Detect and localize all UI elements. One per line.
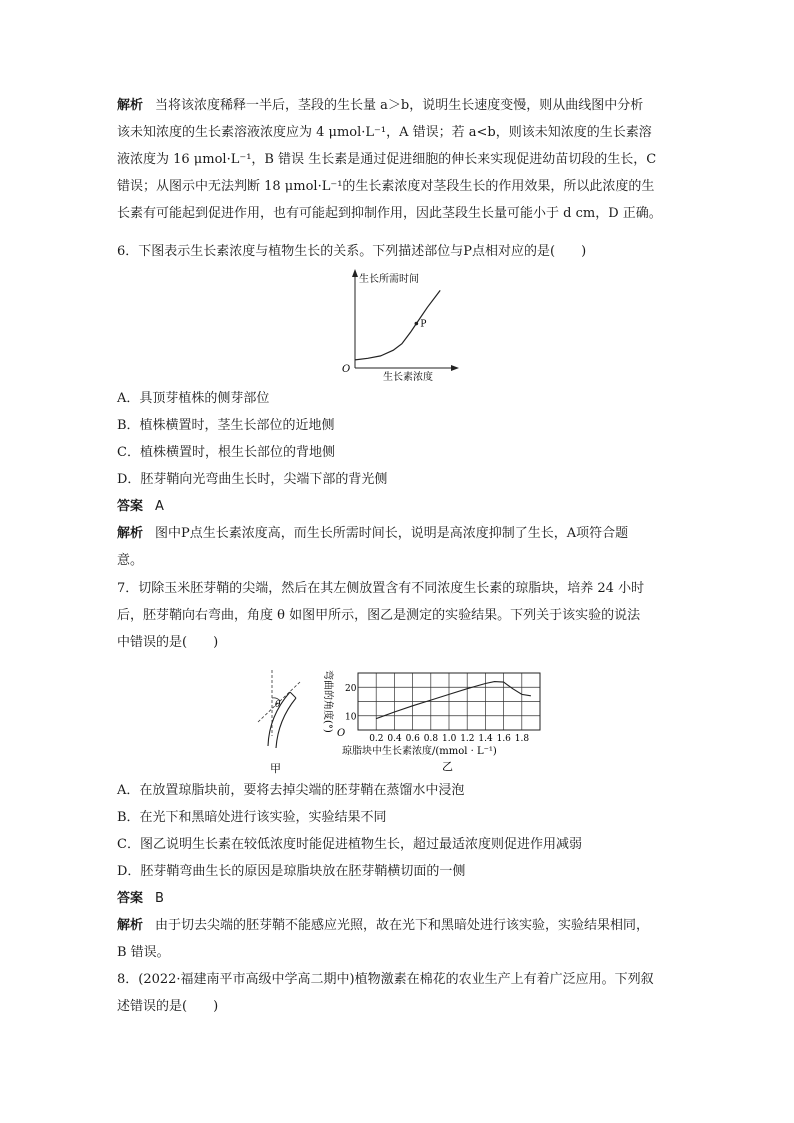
fig-yi-label: 乙: [442, 760, 453, 773]
q6-stem-text: 6．下图表示生长素浓度与植物生长的关系。下列描述部位与P点相对应的是( ): [117, 244, 587, 259]
x-tick-label: 1.8: [514, 734, 530, 744]
x-tick-label: 0.6: [405, 734, 420, 744]
q8-stem-line-1: 8．(2022·福建南平市高级中学高二期中)植物激素在棉花的农业生产上有着广泛应用。下列叙: [117, 972, 654, 987]
yi-y-axis-label: 弯曲的角度(°): [322, 670, 333, 733]
analysis-label: 解析: [117, 98, 144, 113]
y-tick-label: 10: [345, 712, 357, 723]
x-tick-label: 1.0: [442, 734, 457, 744]
q6-analysis-line-2: 意。: [117, 553, 144, 568]
y-tick-label: 20: [345, 683, 357, 694]
x-tick-label: 1.4: [478, 734, 493, 744]
fig-jia-label: 甲: [270, 762, 281, 775]
q6-analysis-line-1: 解析 图中P点生长素浓度高，而生长所需时间长，说明是高浓度抑制了生长，A项符合题: [117, 526, 629, 541]
q6-point-p-label: P: [420, 319, 427, 330]
answer-label: 答案: [117, 499, 144, 514]
q7-analysis-line-2: B 错误。: [117, 945, 170, 960]
x-tick-label: 1.2: [460, 734, 475, 744]
q7-stem-line-1: 7．切除玉米胚芽鞘的尖端，然后在其左侧放置含有不同浓度生长素的琼脂块，培养 24 小时: [117, 581, 645, 596]
q6-curve: [355, 290, 440, 360]
q7-options: [117, 777, 679, 966]
q6-option-c: C．植株横置时，根生长部位的背地侧: [117, 445, 335, 460]
analysis-label: 解析: [117, 526, 144, 541]
jia-theta-label: θ: [275, 700, 281, 710]
q7-figure-yi: [318, 666, 548, 778]
q6-options: [117, 385, 679, 574]
q6-answer: [117, 493, 679, 520]
q6-option-a: A．具顶芽植株的侧芽部位: [117, 391, 270, 406]
q6-x-axis-label: 生长素浓度: [383, 372, 433, 383]
q5-analysis: [117, 92, 679, 227]
q5-analysis-line-3: 液浓度为 16 μmol·L⁻¹，B 错误 生长素是通过促进细胞的伸长来实现促进幼苗切段的生长，C: [117, 152, 657, 167]
q7-option-b: B．在光下和黑暗处进行该实验，实验结果不同: [117, 810, 387, 825]
q7-analysis-line-1: 解析 由于切去尖端的胚芽鞘不能感应光照，故在光下和黑暗处进行该实验，实验结果相同，: [117, 918, 650, 933]
q5-analysis-line-4: 错误；从图示中无法判断 18 μmol·L⁻¹的生长素浓度对茎段生长的作用效果，所以此浓度的生: [117, 179, 655, 194]
q6-figure: [335, 268, 465, 388]
q7-stem-line-2: 后，胚芽鞘向右弯曲，角度 θ 如图甲所示，图乙是测定的实验结果。下列关于该实验的说法: [117, 608, 641, 623]
q6-option-b: B．植株横置时，茎生长部位的近地侧: [117, 418, 335, 433]
x-tick-label: 0.4: [387, 734, 402, 744]
yi-x-axis-label: 琼脂块中生长素浓度/(mmol · L⁻¹): [342, 746, 497, 757]
q6-option-d: D．胚芽鞘向光弯曲生长时，尖端下部的背光侧: [117, 472, 388, 487]
q7-answer: [117, 885, 679, 912]
q7-stem-line-3: 中错误的是( ): [117, 635, 219, 650]
q5-analysis-line-1: 解析 当将该浓度稀释一半后，茎段的生长量 a＞b，说明生长速度变慢，则从曲线图中分析: [117, 98, 644, 113]
q6-y-arrow: [352, 269, 358, 277]
yi-origin-label: O: [337, 728, 346, 739]
x-tick-label: 1.6: [496, 734, 511, 744]
q7-option-a: A．在放置琼脂块前，要将去掉尖端的胚芽鞘在蒸馏水中浸泡: [117, 783, 465, 798]
yi-y-ticks: [345, 684, 357, 723]
answer-value: A: [155, 499, 164, 514]
q6-stem: [117, 238, 679, 265]
q7-stem: [117, 575, 679, 656]
yi-x-ticks: [369, 734, 529, 744]
q6-x-arrow: [451, 365, 459, 371]
q8-stem-line-2: 述错误的是( ): [117, 999, 219, 1014]
q7-option-d: D．胚芽鞘弯曲生长的原因是琼脂块放在胚芽鞘横切面的一侧: [117, 864, 466, 879]
q6-origin-label: O: [342, 364, 351, 375]
jia-cut-surface: [290, 692, 296, 698]
q7-figure-jia: [252, 668, 312, 776]
yi-grid: [358, 673, 540, 730]
q5-analysis-line-5: 长素有可能起到促进作用，也有可能起到抑制作用，因此茎段生长量可能小于 d cm，D 正确。: [117, 206, 662, 221]
answer-value: B: [155, 891, 164, 906]
q7-option-c: C．图乙说明生长素在较低浓度时能促进植物生长，超过最适浓度则促进作用减弱: [117, 837, 582, 852]
q6-y-axis-label: 生长所需时间: [359, 274, 419, 285]
q5-analysis-line-2: 该未知浓度的生长素溶液浓度应为 4 μmol·L⁻¹，A 错误；若 a<b，则该未知浓度的生长素溶: [117, 125, 652, 140]
q6-point-p: [415, 322, 419, 326]
x-tick-label: 0.8: [423, 734, 439, 744]
analysis-label: 解析: [117, 918, 144, 933]
q8-stem: [117, 966, 679, 1020]
answer-label: 答案: [117, 891, 144, 906]
x-tick-label: 0.2: [369, 734, 384, 744]
